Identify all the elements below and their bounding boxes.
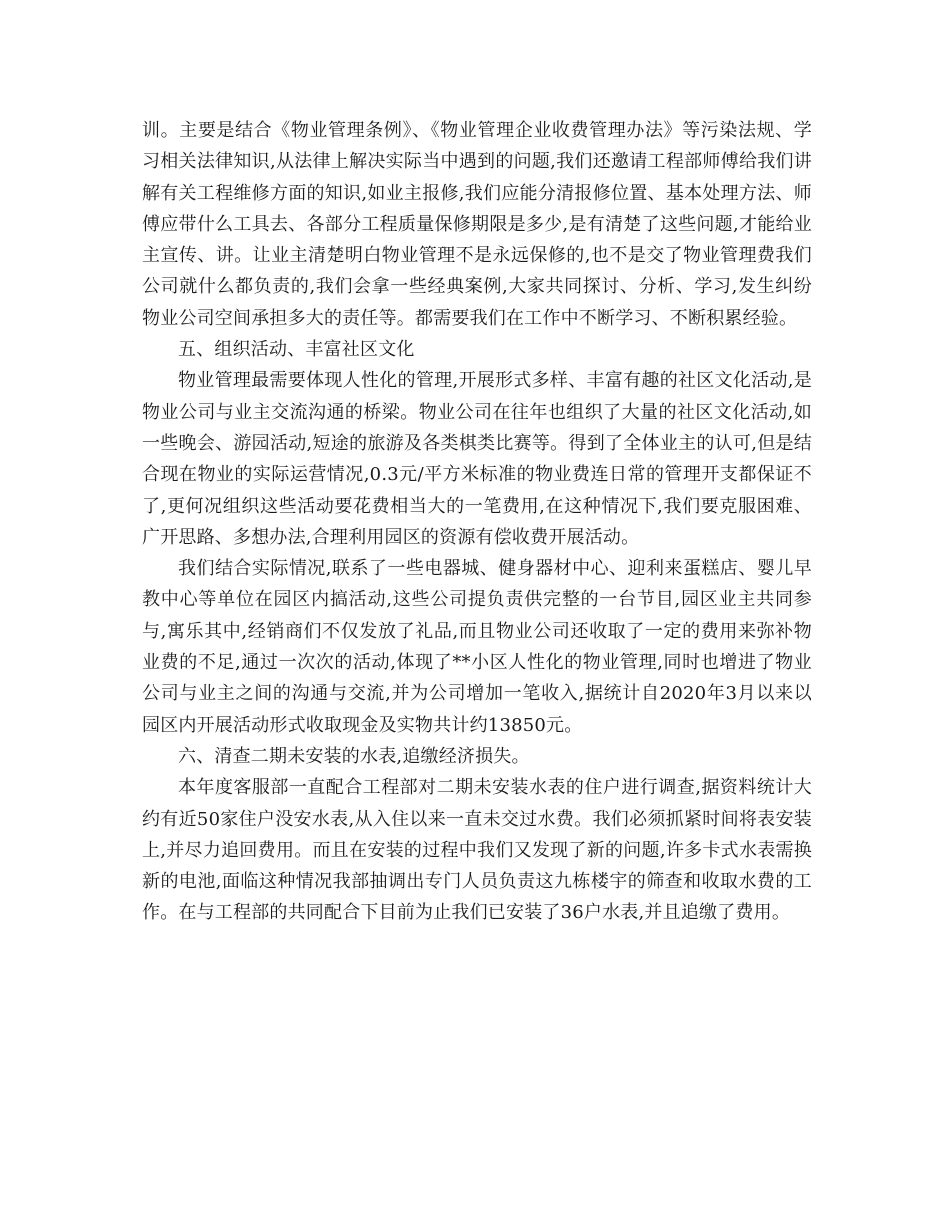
paragraph-activity-revenue: 我们结合实际情况,联系了一些电器城、健身器材中心、迎利来蛋糕店、婴儿早教中心等单位在园区内搞活动,这些公司提负责供完整的一台节目,园区业主共同参与,寓乐其中,经销商们不仅发放了礼品,而且物业公司还收取了一定的费用来弥补物业费的不足,通过一次次的活动,体现了**小区人性化的物业管理,同时也增进了物业公司与业主之间的沟通与交流,并为公司增加一笔收入,据统计自2020年3月以来以园区内开展活动形式收取现金及实物共计约13850元。 — [142, 558, 812, 736]
section-heading-six: 六、清查二期未安装的水表,追缴经济损失。 — [178, 745, 530, 767]
document-page — [142, 115, 812, 929]
paragraph-continued: 训。主要是结合《物业管理条例》、《物业管理企业收费管理办法》等污染法规、学习相关法律知识,从法律上解决实际当中遇到的问题,我们还邀请工程部师傅给我们讲解有关工程维修方面的知识,如业主报修,我们应能分清报修位置、基本处理方法、师傅应带什么工具去、各部分工程质量保修期限是多少,是有清楚了这些问题,才能给业主宣传、讲。让业主清楚明白物业管理不是永远保修的,也不是交了物业管理费我们公司就什么都负责的,我们会拿一些经典案例,大家共同探讨、分析、学习,发生纠纷物业公司空间承担多大的责任等。都需要我们在工作中不断学习、不断积累经验。 — [142, 120, 812, 329]
paragraph-water-meters: 本年度客服部一直配合工程部对二期未安装水表的住户进行调查,据资料统计大约有近50家住户没安水表,从入住以来一直未交过水费。我们必须抓紧时间将表安装上,并尽力追回费用。而且在安装的过程中我们又发现了新的问题,许多卡式水表需换新的电池,面临这种情况我部抽调出专门人员负责这九栋楼宇的筛查和收取水费的工作。在与工程部的共同配合下目前为止我们已安装了36户水表,并且追缴了费用。 — [142, 777, 812, 924]
section-heading-five: 五、组织活动、丰富社区文化 — [178, 339, 415, 361]
paragraph-community-activities: 物业管理最需要体现人性化的管理,开展形式多样、丰富有趣的社区文化活动,是物业公司与业主交流沟通的桥梁。物业公司在往年也组织了大量的社区文化活动,如一些晚会、游园活动,短途的旅游及各类棋类比赛等。得到了全体业主的认可,但是结合现在物业的实际运营情况,0.3元/平方米标准的物业费连日常的管理开支都保证不了,更何况组织这些活动要花费相当大的一笔费用,在这种情况下,我们要克服困难、广开思路、多想办法,合理利用园区的资源有偿收费开展活动。 — [142, 370, 812, 548]
